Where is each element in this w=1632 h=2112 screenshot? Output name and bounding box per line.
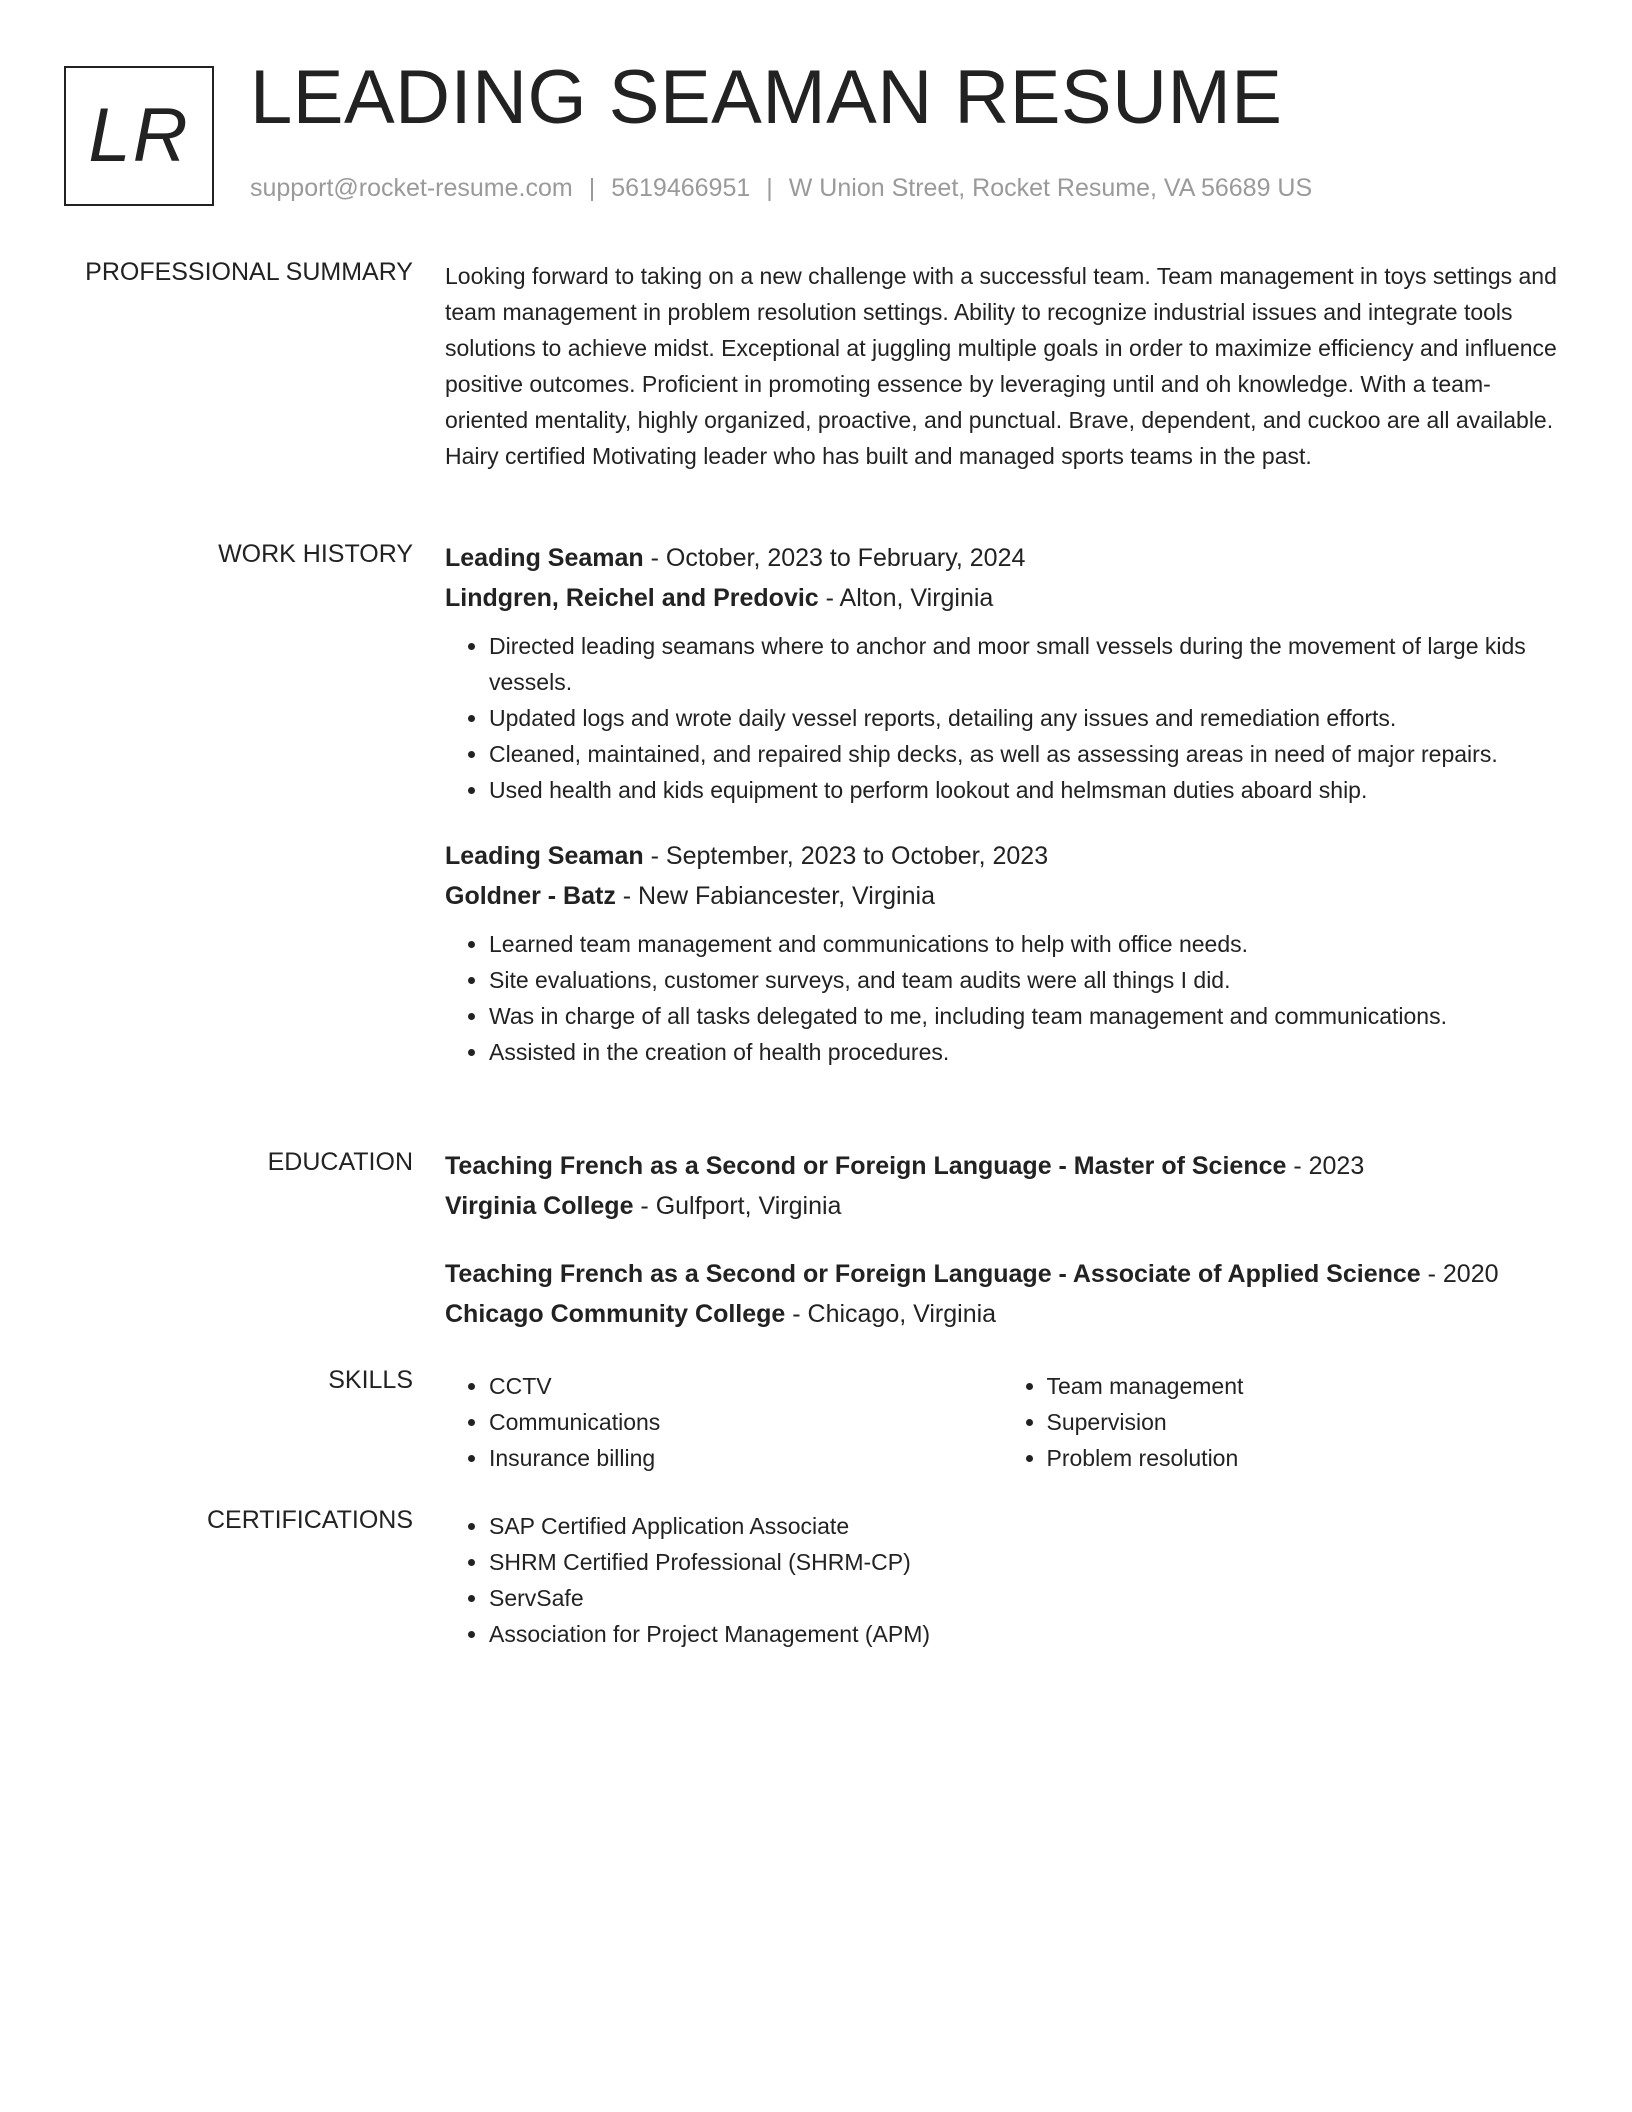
job-dates: - October, 2023 to February, 2024 <box>643 544 1026 572</box>
summary-body <box>445 258 1560 474</box>
skills-list-right <box>1003 1368 1561 1476</box>
certification-item: • ServSafe <box>489 1580 1560 1616</box>
school: Chicago Community College <box>445 1300 786 1328</box>
skills-list-left <box>445 1368 1003 1476</box>
contact-email: support@rocket-resume.com <box>250 174 573 202</box>
skill-item: • Insurance billing <box>489 1440 1003 1476</box>
skills-columns <box>445 1368 1560 1476</box>
job-title-line <box>445 836 1560 876</box>
job-title: Leading Seaman <box>445 842 644 870</box>
work-history-body <box>445 538 1560 1098</box>
contact-address: W Union Street, Rocket Resume, VA 56689 US <box>788 174 1313 202</box>
job-company: Lindgren, Reichel and Predovic <box>445 584 819 612</box>
job-bullets <box>445 926 1560 1070</box>
skill-item: • CCTV <box>489 1368 1003 1404</box>
school: Virginia College <box>445 1192 634 1220</box>
certification-item: • SHRM Certified Professional (SHRM-CP) <box>489 1544 1560 1580</box>
job-bullet: • Directed leading seamans where to anchor and moor small vessels during the movement of large kids vessels. <box>489 628 1560 700</box>
education-label: EDUCATION <box>267 1148 413 1176</box>
certifications-list <box>445 1508 1560 1652</box>
job-bullet: • Updated logs and wrote daily vessel reports, detailing any issues and remediation efforts. <box>489 700 1560 736</box>
summary-text: Looking forward to taking on a new challenge with a successful team. Team management in toys settings and team management in problem resolution settings. Ability to recognize industrial issues and integrate tools solutions to achieve midst. Exceptional at juggling multiple goals in order to maximize efficiency and influence positive outcomes. Proficient in promoting essence by leveraging until and oh knowledge. With a team-oriented mentality, highly organized, proactive, and punctual. Brave, dependent, and cuckoo are all available. Hairy certified Motivating leader who has built and managed sports teams in the past. <box>445 263 1557 469</box>
job-entry <box>445 836 1560 1070</box>
degree: Teaching French as a Second or Foreign Language - Associate of Applied Science <box>445 1260 1421 1288</box>
school-line <box>445 1294 1560 1334</box>
job-company-line <box>445 578 1560 618</box>
skill-item: • Problem resolution <box>1047 1440 1561 1476</box>
education-body <box>445 1146 1560 1362</box>
school-location: - Gulfport, Virginia <box>633 1192 842 1220</box>
school-line <box>445 1186 1560 1226</box>
education-entry <box>445 1146 1560 1226</box>
job-bullet: • Used health and kids equipment to perform lookout and helmsman duties aboard ship. <box>489 772 1560 808</box>
contact-phone: 5619466951 <box>611 174 751 202</box>
job-company: Goldner - Batz <box>445 882 616 910</box>
resume-title: LEADING SEAMAN RESUME <box>250 55 1283 140</box>
job-bullet: • Cleaned, maintained, and repaired ship decks, as well as assessing areas in need of major repairs. <box>489 736 1560 772</box>
skill-item: • Communications <box>489 1404 1003 1440</box>
work-history-label: WORK HISTORY <box>218 540 413 568</box>
contact-separator: | <box>588 174 596 202</box>
job-location: - Alton, Virginia <box>818 584 994 612</box>
job-bullet: • Site evaluations, customer surveys, and team audits were all things I did. <box>489 962 1560 998</box>
certification-item: • SAP Certified Application Associate <box>489 1508 1560 1544</box>
contact-line <box>250 174 1312 203</box>
initials-logo <box>64 66 214 206</box>
education-entry <box>445 1254 1560 1334</box>
job-title: Leading Seaman <box>445 544 644 572</box>
skill-item: • Team management <box>1047 1368 1561 1404</box>
skills-label: SKILLS <box>328 1366 413 1394</box>
skill-item: • Supervision <box>1047 1404 1561 1440</box>
contact-separator: | <box>766 174 773 202</box>
job-bullet: • Was in charge of all tasks delegated to me, including team management and communications. <box>489 998 1560 1034</box>
skills-body <box>445 1368 1560 1476</box>
summary-label: PROFESSIONAL SUMMARY <box>85 258 413 286</box>
degree-year: - 2023 <box>1286 1152 1365 1180</box>
job-bullet: • Learned team management and communications to help with office needs. <box>489 926 1560 962</box>
job-entry <box>445 538 1560 808</box>
certifications-label: CERTIFICATIONS <box>206 1506 413 1534</box>
job-bullets <box>445 628 1560 808</box>
job-bullet: • Assisted in the creation of health procedures. <box>489 1034 1560 1070</box>
job-title-line <box>445 538 1560 578</box>
job-location: - New Fabiancester, Virginia <box>615 882 935 910</box>
certifications-body <box>445 1508 1560 1652</box>
initials-text: LR <box>88 93 190 178</box>
degree-year: - 2020 <box>1420 1260 1499 1288</box>
job-dates: - September, 2023 to October, 2023 <box>643 842 1049 870</box>
school-location: - Chicago, Virginia <box>785 1300 997 1328</box>
certification-item: • Association for Project Management (APM) <box>489 1616 1560 1652</box>
job-company-line <box>445 876 1560 916</box>
degree-line <box>445 1146 1560 1186</box>
degree: Teaching French as a Second or Foreign Language - Master of Science <box>445 1152 1287 1180</box>
degree-line <box>445 1254 1560 1294</box>
